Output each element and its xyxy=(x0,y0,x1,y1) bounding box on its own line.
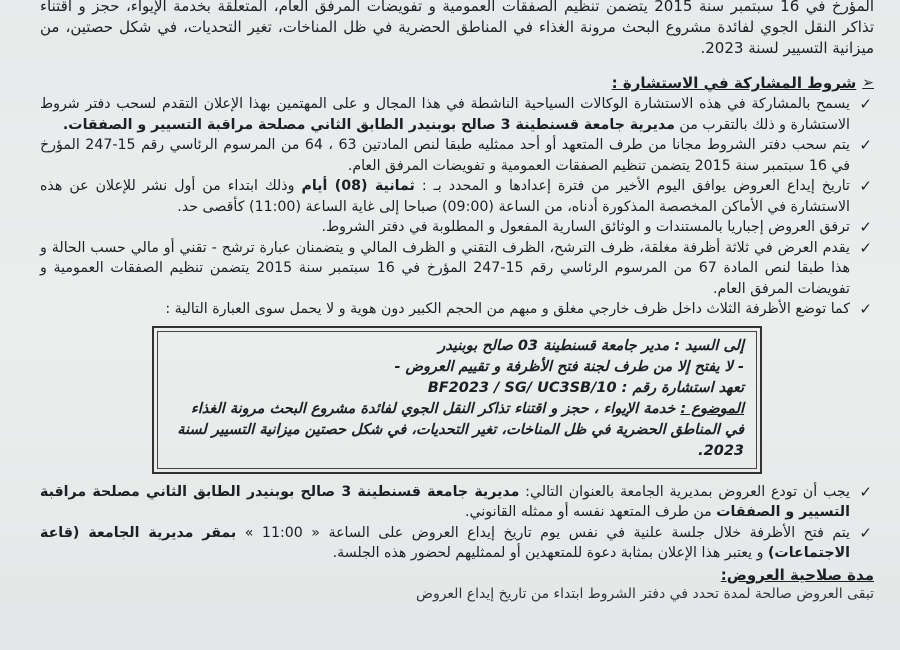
section-title: شروط المشاركة في الاستشارة : xyxy=(611,74,857,92)
submission-list xyxy=(40,482,874,564)
list-item: ✓ يسمح بالمشاركة في هذه الاستشارة الوكالات السياحية الناشطة في هذا المجال و على المهتمين بهذا الإعلان التقدم لسحب دفتر شروط الاستشارة و ذلك بالتقرب من مديرية جامعة قسنطينة 3 صالح بوبنيدر الطابق الثاني مصلحة مراقبة التسيير و الصفقات. xyxy=(40,95,872,133)
envelope-label-inner xyxy=(157,331,757,469)
arrow-icon: ➢ xyxy=(862,75,874,91)
list-item: ✓ تاريخ إيداع العروض يوافق اليوم الأخير من فترة إعدادها و المحدد بـ : ثمانية (08) أيام وذلك ابتداء من أول نشر للإعلان عن هذه الاستشارة في الأماكن المخصصة المذكورة أدناه، من الساعة (09:00) صباحا إلى غاية الساعة (11:00) كأقصى حد. xyxy=(40,177,872,215)
intro-paragraph: المؤرخ في 16 سبتمبر سنة 2015 يتضمن تنظيم الصفقات العمومية و تفويضات المرفق العام، المتعلقة بخدمة الإيواء، حجز و اقتناء تذاكر النقل الجوي لفائدة مشروع البحث مرونة الغذاء في المناطق الحضرية في ظل المناخات، تغير التحديات، في شكل حصتين، من ميزانية التسيير لسنة 2023. xyxy=(40,0,875,57)
list-item: ✓ يجب أن تودع العروض بمديرية الجامعة بالعنوان التالي: مديرية جامعة قسنطينة 3 صالح بوبنيدر الطابق الثاني مصلحة مراقبة التسيير و الصفقات من طرف المتعهد نفسه أو ممثله القانوني. xyxy=(40,482,872,520)
checkmark-icon: ✓ xyxy=(859,177,872,195)
list-item: ✓ ترفق العروض إجباريا بالمستندات و الوثائق السارية المفعول و المطلوبة في دفتر الشروط. xyxy=(321,218,872,236)
list-item: ✓ يقدم العرض في ثلاثة أظرفة مغلقة، ظرف الترشح، الظرف التقني و الظرف المالي و يتضمنان عبارة ترشح - تقني أو مالي حسب الحالة و هذا طبقا لنص المادة 67 من المرسوم الرئاسي رقم 15-247 المؤرخ في 16 سبتمبر سنة 2015 يتضمن تنظيم الصفقات العمومية و تفويضات المرفق العام. xyxy=(40,238,872,297)
checkmark-icon: ✓ xyxy=(859,523,872,542)
validity-heading: مدة صلاحية العروض: xyxy=(720,565,874,584)
checkmark-icon: ✓ xyxy=(859,300,872,318)
list-item: ✓ يتم فتح الأظرفة خلال جلسة علنية في نفس يوم تاريخ إيداع العروض على الساعة « 11:00 » بمقر مديرية الجامعة (قاعة الاجتماعات) و يعتبر هذا الإعلان بمثابة دعوة للمتعهدين أو لممثليهم لحضور هذه الجلسة. xyxy=(40,523,872,561)
validity-text: تبقى العروض صالحة لمدة تحدد في دفتر الشروط ابتداء من تاريخ إيداع العروض xyxy=(416,585,874,602)
envelope-warning: - لا يفتح إلا من طرف لجنة فتح الأظرفة و تقييم العروض - xyxy=(394,358,744,375)
envelope-subject: الموضوع : خدمة الإيواء ، حجز و اقتناء تذاكر النقل الجوي لفائدة مشروع البحث مرونة الغذاء في المناطق الحضرية في ظل المناخات، تغير التحديات، في شكل حصتين ميزانية التسيير لسنة 2023. xyxy=(177,400,744,459)
envelope-label-box xyxy=(152,326,762,474)
list-item: ✓ كما توضع الأظرفة الثلاث داخل ظرف خارجي مغلق و مبهم من الحجم الكبير دون هوية و لا يحمل سوى العبارة التالية : xyxy=(165,300,872,318)
envelope-reference: تعهد استشارة رقم : BF2023 / SG/ UC3SB/10 xyxy=(427,379,744,396)
checkmark-icon: ✓ xyxy=(859,238,872,257)
section-heading xyxy=(40,74,874,92)
checkmark-icon: ✓ xyxy=(859,218,872,236)
list-item: ✓ يتم سحب دفتر الشروط مجانا من طرف المتعهد أو أحد ممثليه طبقا لنص المادتين 63 ، 64 من المرسوم الرئاسي رقم 15-247 المؤرخ في 16 سبتمبر سنة 2015 يتضمن تنظيم الصفقات العمومية و تفويضات المرفق العام. xyxy=(40,136,872,174)
checkmark-icon: ✓ xyxy=(859,482,872,501)
envelope-addressee: إلى السيد : مدير جامعة قسنطينة 03 صالح بوبنيدر xyxy=(438,337,744,354)
checkmark-icon: ✓ xyxy=(859,95,872,113)
conditions-list xyxy=(40,94,874,320)
checkmark-icon: ✓ xyxy=(859,136,872,154)
